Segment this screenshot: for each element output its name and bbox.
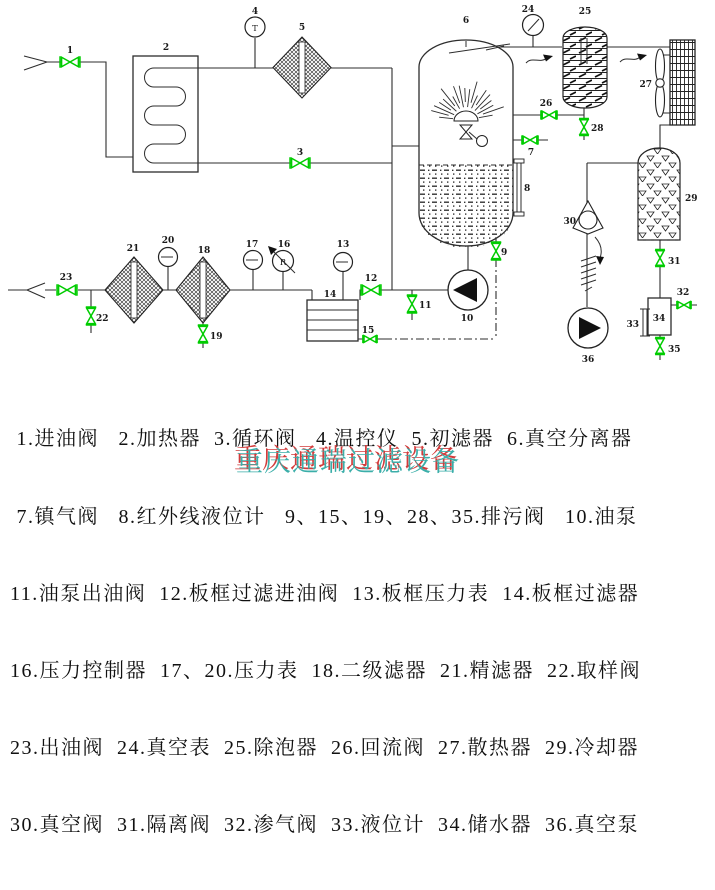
component-label-31: 31 <box>668 257 681 267</box>
component-label-7: 7 <box>527 148 535 158</box>
component-label-16: 16 <box>277 240 291 250</box>
valve-12 <box>361 284 381 296</box>
valve-26 <box>541 110 557 119</box>
flow-arrow-1 <box>526 55 553 64</box>
component-label-3: 3 <box>296 148 304 158</box>
component-label-30: 30 <box>563 217 576 227</box>
vacuum-pump <box>568 308 608 348</box>
component-label-24: 24 <box>521 5 535 15</box>
gauge-letter-T: T <box>252 24 258 34</box>
component-label-36: 36 <box>581 355 595 365</box>
component-label-27: 27 <box>639 80 652 90</box>
component-label-28: 28 <box>591 124 604 134</box>
cooler <box>638 148 680 240</box>
component-label-18: 18 <box>197 246 211 256</box>
radiator <box>670 40 695 125</box>
component-label-13: 13 <box>336 240 350 250</box>
valve-7 <box>522 135 538 144</box>
component-label-20: 20 <box>161 236 175 246</box>
component-label-26: 26 <box>539 99 553 109</box>
component-label-25: 25 <box>578 7 592 17</box>
flow-arrow-2 <box>620 54 647 63</box>
schematic-canvas <box>0 0 715 375</box>
component-label-8: 8 <box>524 184 531 194</box>
outlet-arrow <box>8 283 45 298</box>
legend-line: 1.进油阀 2.加热器 3.循环阀 4.温控仪 5.初滤器 6.真空分离器 <box>10 428 633 451</box>
component-label-4: 4 <box>251 7 259 17</box>
valve-35 <box>655 337 665 354</box>
component-label-19: 19 <box>210 332 223 342</box>
component-label-35: 35 <box>668 345 681 355</box>
oil-pump <box>448 270 488 310</box>
vacuum-separator <box>419 40 524 248</box>
valve-1 <box>60 56 80 68</box>
component-label-17: 17 <box>245 240 259 250</box>
legend-line: 11.油泵出油阀 12.板框过滤进油阀 13.板框压力表 14.板框过滤器 <box>10 582 640 605</box>
legend-line: 23.出油阀 24.真空表 25.除泡器 26.回流阀 27.散热器 29.冷却器 <box>10 736 639 759</box>
valve-31 <box>655 249 665 266</box>
component-label-6: 6 <box>462 16 470 26</box>
component-label-2: 2 <box>162 43 170 53</box>
watermark: 重庆通瑞过滤设备 <box>236 447 460 477</box>
valve-15 <box>363 335 377 343</box>
legend-line: 30.真空阀 31.隔离阀 32.渗气阀 33.液位计 34.储水器 36.真空泵 <box>10 813 639 836</box>
component-label-1: 1 <box>66 46 74 56</box>
component-label-15: 15 <box>361 326 375 336</box>
component-label-10: 10 <box>460 314 474 324</box>
flexible-connector <box>581 256 596 291</box>
component-label-33: 33 <box>626 320 639 330</box>
rotation-arrow <box>595 237 604 265</box>
spray-ray <box>465 88 466 102</box>
vacuum-gauge <box>523 15 544 36</box>
component-label-29: 29 <box>685 194 698 204</box>
secondary-filter <box>176 257 230 323</box>
float-ball <box>477 136 488 147</box>
component-label-32: 32 <box>676 288 690 298</box>
component-label-12: 12 <box>364 274 378 284</box>
plate-frame-pressure-gauge <box>334 253 353 272</box>
gauge-letter-R: R <box>279 258 287 268</box>
defoamer <box>563 27 607 108</box>
heater <box>133 56 198 172</box>
component-label-21: 21 <box>126 244 140 254</box>
component-label-34: 34 <box>652 314 666 324</box>
valve-22 <box>86 307 96 325</box>
oil-level <box>419 165 513 248</box>
valve-11 <box>407 295 417 313</box>
pressure-gauge-20 <box>159 248 178 267</box>
pressure-gauge-17 <box>244 251 263 270</box>
valve-3 <box>290 157 310 169</box>
component-label-14: 14 <box>323 290 337 300</box>
fine-filter <box>105 257 163 323</box>
inlet-arrow <box>24 56 47 70</box>
component-label-5: 5 <box>298 23 306 33</box>
valve-23 <box>57 284 77 296</box>
vacuum-valve <box>573 201 603 234</box>
valve-19 <box>198 325 208 343</box>
valve-9 <box>491 242 501 260</box>
cooling-fan <box>656 49 665 117</box>
component-label-22: 22 <box>96 314 109 324</box>
legend-line: 7.镇气阀 8.红外线液位计 9、15、19、28、35.排污阀 10.油泵 <box>10 505 638 528</box>
valve-28 <box>579 118 589 135</box>
valve-32 <box>677 301 691 309</box>
primary-filter <box>273 37 331 98</box>
plate-frame-filter <box>307 300 358 341</box>
component-label-11: 11 <box>419 301 432 311</box>
legend-line: 16.压力控制器 17、20.压力表 18.二级滤器 21.精滤器 22.取样阀 <box>10 659 641 682</box>
infrared-level-gauge <box>514 159 524 216</box>
component-label-9: 9 <box>501 248 508 258</box>
component-label-23: 23 <box>59 273 73 283</box>
